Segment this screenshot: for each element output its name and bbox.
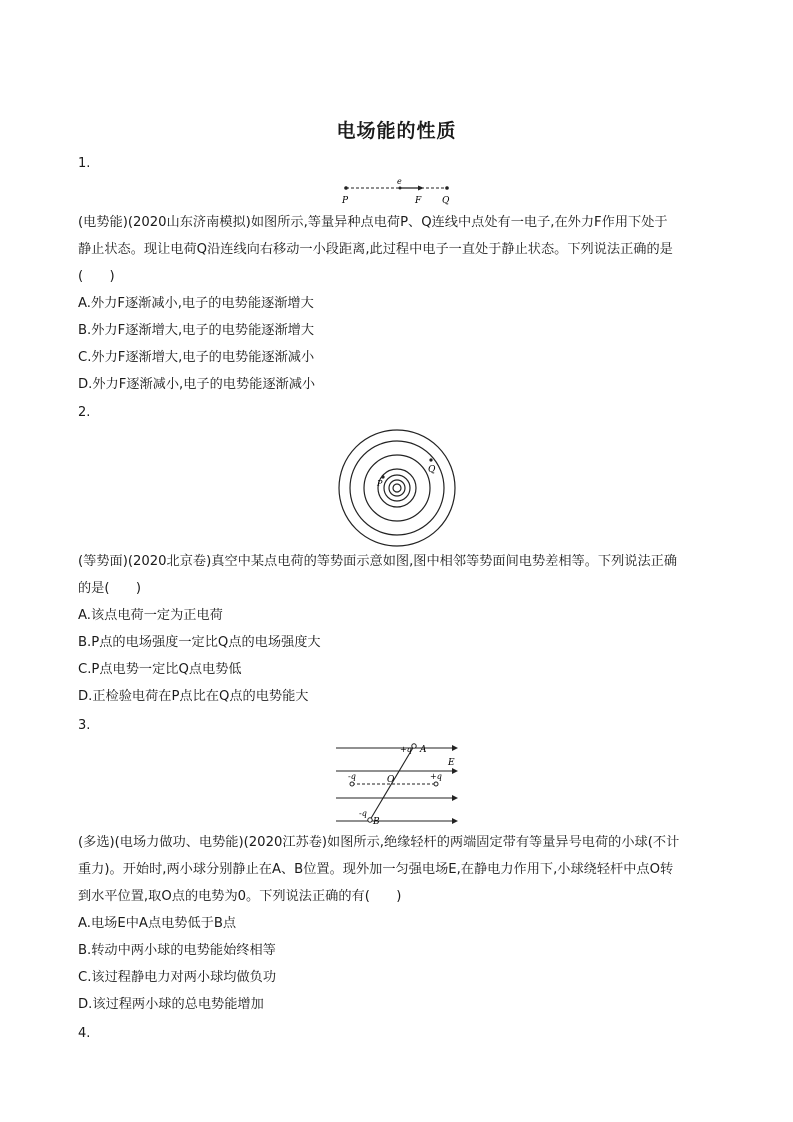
- equipotential-circle-6: [389, 480, 405, 496]
- label-minus-q-b: -q: [359, 809, 367, 818]
- question-3-option-b: B.转动中两小球的电势能始终相等: [78, 943, 276, 958]
- question-1-stem-line-1: (电势能)(2020山东济南模拟)如图所示,等量异种点电荷P、Q连线中点处有一电子,在外力F作用下处于: [78, 215, 668, 230]
- label-f: F: [415, 196, 422, 206]
- question-1-option-d: D.外力F逐渐减小,电子的电势能逐渐减小: [78, 377, 316, 392]
- point-q: [429, 458, 432, 461]
- label-e: e: [397, 178, 402, 186]
- label-p: P: [342, 196, 349, 206]
- question-1-option-b: B.外力F逐渐增大,电子的电势能逐渐增大: [78, 323, 315, 338]
- label-minus-q-left: -q: [348, 772, 356, 781]
- label-p: P: [377, 479, 383, 488]
- question-2-option-d: D.正检验电荷在P点比在Q点的电势能大: [78, 689, 309, 704]
- label-e: E: [448, 758, 455, 768]
- question-4-number: 4.: [78, 1026, 91, 1041]
- question-2-stem-line-2: 的是( ): [78, 581, 142, 596]
- question-3-number: 3.: [78, 718, 91, 733]
- ball-b: [368, 818, 372, 822]
- question-3-option-d: D.该过程两小球的总电势能增加: [78, 997, 264, 1012]
- label-q: Q: [428, 465, 436, 475]
- label-plus-q-a: +q: [400, 745, 412, 754]
- question-3-figure: [334, 740, 464, 824]
- question-2-number: 2.: [78, 405, 91, 420]
- ball-left-horizontal: [350, 782, 354, 786]
- force-arrowhead: [418, 186, 424, 191]
- equipotential-circle-7: [393, 484, 401, 492]
- label-plus-q-right: +q: [430, 772, 442, 781]
- equipotential-circle-1: [339, 430, 455, 546]
- label-a: A: [420, 745, 427, 755]
- question-2-option-c: C.P点电势一定比Q点电势低: [78, 662, 242, 677]
- question-2-option-b: B.P点的电场强度一定比Q点的电场强度大: [78, 635, 321, 650]
- question-1-stem-line-3: ( ): [78, 269, 115, 284]
- question-1-number: 1.: [78, 156, 91, 171]
- question-2-option-a: A.该点电荷一定为正电荷: [78, 608, 223, 623]
- page-title: 电场能的性质: [336, 120, 457, 142]
- equipotential-circle-5: [384, 475, 410, 501]
- question-2-figure: [338, 427, 458, 547]
- electron: [399, 187, 402, 190]
- question-3-option-c: C.该过程静电力对两小球均做负功: [78, 970, 277, 985]
- question-1-figure: [335, 178, 460, 206]
- question-2-stem-line-1: (等势面)(2020北京卷)真空中某点电荷的等势面示意如图,图中相邻等势面间电势差相等。下列说法正确: [78, 554, 678, 569]
- question-3-stem-line-3: 到水平位置,取O点的电势为0。下列说法正确的有( ): [78, 889, 402, 904]
- question-3-stem-line-2: 重力)。开始时,两小球分别静止在A、B位置。现外加一匀强电场E,在静电力作用下,小球绕轻杆中点O转: [78, 862, 674, 877]
- label-q: Q: [442, 196, 450, 206]
- label-b: B: [373, 817, 380, 824]
- ball-right-horizontal: [434, 782, 438, 786]
- label-o: O: [387, 775, 395, 785]
- question-1-option-a: A.外力F逐渐减小,电子的电势能逐渐增大: [78, 296, 314, 311]
- question-3-option-a: A.电场E中A点电势低于B点: [78, 916, 237, 931]
- charge-q: [445, 186, 449, 190]
- equipotential-circle-3: [364, 455, 430, 521]
- question-3-stem-line-1: (多选)(电场力做功、电势能)(2020江苏卷)如图所示,绝缘轻杆的两端固定带有等量异号电荷的小球(不计: [78, 835, 680, 850]
- question-1-option-c: C.外力F逐渐增大,电子的电势能逐渐减小: [78, 350, 315, 365]
- ball-a: [412, 744, 416, 748]
- charge-p: [344, 186, 348, 190]
- question-1-stem-line-2: 静止状态。现让电荷Q沿连线向右移动一小段距离,此过程中电子一直处于静止状态。下列说法正确的是: [78, 242, 673, 257]
